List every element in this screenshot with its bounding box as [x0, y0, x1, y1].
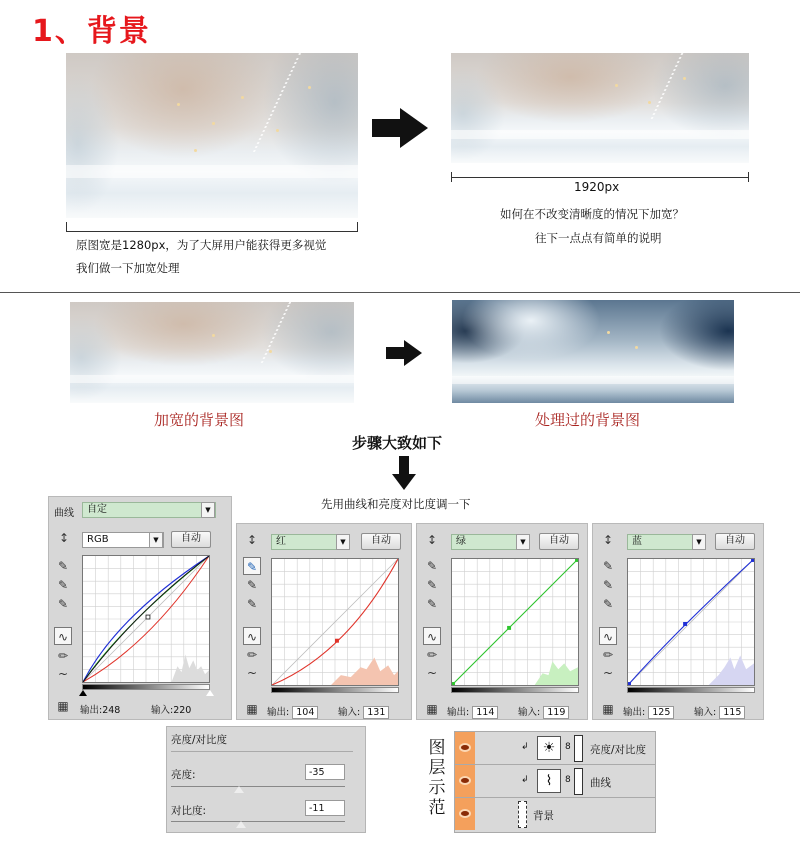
brightness-slider-thumb[interactable]	[234, 786, 244, 793]
steps-title: 步骤大致如下	[352, 434, 443, 452]
input-label: 输入:	[694, 707, 717, 718]
output-label: 输出:	[80, 705, 103, 716]
smooth-icon[interactable]: ~	[426, 666, 438, 680]
pencil-icon[interactable]: ✏	[246, 648, 258, 662]
eye-icon[interactable]	[455, 732, 475, 764]
widened-background-thumb	[70, 302, 354, 403]
channel-select[interactable]: 蓝	[627, 534, 705, 550]
curves-panel-green	[416, 523, 588, 720]
curve-edit-icon[interactable]: ∿	[599, 627, 617, 645]
channel-select[interactable]: RGB	[82, 532, 164, 548]
right-caption-line1: 如何在不改变清晰度的情况下加宽？	[500, 207, 684, 221]
right-caption-line2: 往下一点点有简单的说明	[535, 231, 662, 245]
brightness-contrast-title: 亮度/对比度	[171, 734, 228, 746]
output-value[interactable]: 125	[648, 706, 674, 719]
output-label: 输出:	[623, 707, 646, 718]
chevron-down-icon[interactable]: ▼	[149, 532, 163, 548]
pencil-icon[interactable]: ✏	[57, 649, 69, 663]
brightness-contrast-icon: ☀	[537, 736, 561, 760]
curves-graph[interactable]	[82, 555, 210, 683]
chevron-down-icon[interactable]: ▼	[516, 534, 530, 550]
layers-example-label: 图层示范	[428, 738, 446, 818]
curve-edit-icon[interactable]: ∿	[423, 627, 441, 645]
hand-adjust-icon[interactable]: ↕	[58, 531, 70, 545]
input-value[interactable]: 115	[719, 706, 745, 719]
contrast-value[interactable]: -11	[305, 800, 345, 816]
brightness-slider-track[interactable]	[171, 786, 345, 787]
auto-button[interactable]: 自动	[171, 531, 211, 548]
auto-button[interactable]: 自动	[539, 533, 579, 550]
widened-background-caption: 加宽的背景图	[154, 411, 245, 429]
clip-warning-icon[interactable]: ▦	[602, 702, 614, 716]
smooth-icon[interactable]: ~	[246, 666, 258, 680]
layers-panel	[454, 731, 656, 833]
processed-background-thumb	[452, 300, 734, 403]
right-arrow-icon	[372, 108, 428, 148]
curves-icon: ⌇	[537, 769, 561, 793]
section-divider	[0, 292, 800, 293]
layer-mask-thumb	[574, 735, 583, 762]
contrast-label: 对比度:	[171, 805, 207, 817]
clip-warning-icon[interactable]: ▦	[426, 702, 438, 716]
clip-link-icon: ↲	[521, 742, 529, 752]
chevron-down-icon[interactable]: ▼	[692, 534, 706, 550]
layer-name: 亮度/对比度	[590, 744, 647, 756]
input-gradient-bar	[627, 687, 755, 693]
output-label: 输出:	[267, 707, 290, 718]
input-gradient-bar	[271, 687, 399, 693]
curves-panel-blue	[592, 523, 764, 720]
left-caption-line2: 我们做一下加宽处理	[76, 261, 180, 275]
eye-icon[interactable]	[455, 798, 475, 830]
gray-point-eyedropper-icon[interactable]: ✎	[57, 578, 69, 592]
white-point-eyedropper-icon[interactable]: ✎	[57, 597, 69, 611]
white-point-slider[interactable]	[206, 690, 214, 696]
layer-mask-thumb	[574, 768, 583, 795]
original-background-image	[66, 53, 358, 218]
chain-link-icon: 8	[565, 775, 571, 785]
input-value[interactable]: 119	[543, 706, 569, 719]
width-dimension-line	[451, 168, 749, 178]
layer-name: 背景	[533, 810, 554, 822]
curves-panel-rgb	[48, 496, 232, 720]
curves-preset-select[interactable]: 自定	[82, 502, 216, 518]
layer-name: 曲线	[590, 777, 611, 789]
auto-button[interactable]: 自动	[715, 533, 755, 550]
clip-link-icon: ↲	[521, 775, 529, 785]
pencil-icon[interactable]: ✏	[602, 648, 614, 662]
white-point-eyedropper-icon[interactable]: ✎	[426, 597, 438, 611]
chevron-down-icon[interactable]: ▼	[336, 534, 350, 550]
clip-warning-icon[interactable]: ▦	[57, 699, 69, 713]
black-point-eyedropper-icon[interactable]: ✎	[426, 559, 438, 573]
curve-edit-icon[interactable]: ∿	[54, 627, 72, 645]
input-label: 输入:	[518, 707, 541, 718]
chain-link-icon: 8	[565, 742, 571, 752]
smooth-icon[interactable]: ~	[57, 667, 69, 681]
image-icon	[518, 801, 527, 828]
black-point-eyedropper-icon[interactable]: ✎	[602, 559, 614, 573]
curves-graph-green[interactable]	[451, 558, 579, 686]
layer-row-curves[interactable]	[455, 765, 655, 798]
contrast-slider-track[interactable]	[171, 821, 345, 822]
brightness-label: 亮度:	[171, 769, 196, 781]
input-label: 输入:	[151, 705, 174, 716]
left-caption-line1: 原图宽是1280px，为了大屏用户能获得更多视觉	[76, 238, 327, 252]
chevron-down-icon[interactable]: ▼	[201, 502, 215, 518]
black-point-eyedropper-icon[interactable]: ✎	[57, 559, 69, 573]
white-point-eyedropper-icon[interactable]: ✎	[246, 597, 258, 611]
eye-icon[interactable]	[455, 765, 475, 797]
channel-select[interactable]: 红	[271, 534, 349, 550]
channel-select[interactable]: 绿	[451, 534, 529, 550]
curves-graph-red[interactable]	[271, 558, 399, 686]
output-label: 输出:	[447, 707, 470, 718]
processed-background-caption: 处理过的背景图	[535, 411, 641, 429]
output-value[interactable]: 104	[292, 706, 318, 719]
caption-bracket	[66, 222, 358, 232]
brightness-contrast-panel	[166, 726, 366, 833]
page-title: 1、背景	[32, 14, 151, 49]
brightness-value[interactable]: -35	[305, 764, 345, 780]
curves-label: 曲线	[54, 508, 74, 519]
input-label: 输入:	[338, 707, 361, 718]
input-value[interactable]: 131	[363, 706, 389, 719]
input-value[interactable]: 220	[173, 705, 192, 716]
right-arrow-small-icon	[386, 340, 422, 366]
down-arrow-icon	[392, 456, 416, 490]
output-value[interactable]: 248	[102, 705, 121, 716]
smooth-icon[interactable]: ~	[602, 666, 614, 680]
output-value[interactable]: 114	[472, 706, 498, 719]
curve-edit-icon[interactable]: ∿	[243, 627, 261, 645]
auto-button[interactable]: 自动	[361, 533, 401, 550]
hand-adjust-icon[interactable]: ↕	[246, 533, 258, 547]
hand-adjust-icon[interactable]: ↕	[602, 533, 614, 547]
gray-point-eyedropper-icon[interactable]: ✎	[246, 578, 258, 592]
black-point-slider[interactable]	[79, 690, 87, 696]
curves-graph-blue[interactable]	[627, 558, 755, 686]
hand-adjust-icon[interactable]: ↕	[426, 533, 438, 547]
width-label: 1920px	[574, 180, 620, 194]
input-gradient-bar	[82, 684, 210, 690]
gray-point-eyedropper-icon[interactable]: ✎	[602, 578, 614, 592]
widened-background-image	[451, 53, 749, 163]
steps-subtitle: 先用曲线和亮度对比度调一下	[321, 497, 471, 511]
gray-point-eyedropper-icon[interactable]: ✎	[426, 578, 438, 592]
layer-row-background[interactable]	[455, 798, 655, 831]
curves-panel-red	[236, 523, 412, 720]
input-gradient-bar	[451, 687, 579, 693]
pencil-icon[interactable]: ✏	[426, 648, 438, 662]
white-point-eyedropper-icon[interactable]: ✎	[602, 597, 614, 611]
title-divider	[171, 751, 353, 752]
black-point-eyedropper-icon[interactable]: ✎	[243, 557, 261, 575]
layer-row-brightness[interactable]	[455, 732, 655, 765]
clip-warning-icon[interactable]: ▦	[246, 702, 258, 716]
contrast-slider-thumb[interactable]	[236, 821, 246, 828]
